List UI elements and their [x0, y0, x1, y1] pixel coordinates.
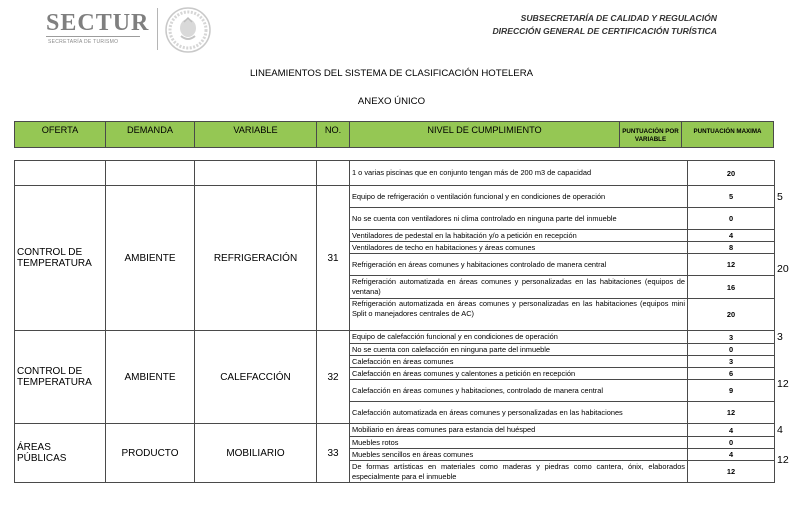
level-text: Mobiliario en áreas comunes para estancia del huésped — [350, 424, 688, 437]
level-text: Ventiladores de pedestal en la habitación y/o a petición en recepción — [350, 230, 688, 242]
level-text: Muebles rotos — [350, 437, 688, 449]
col-header-puntuacion-variable: PUNTUACIÓN POR VARIABLE — [620, 122, 682, 147]
agency-line-2: DIRECCIÓN GENERAL DE CERTIFICACIÓN TURÍSTICA — [492, 26, 717, 36]
cell-empty — [195, 161, 317, 186]
logo-subtitle: SECRETARÍA DE TURISMO — [48, 39, 119, 45]
number-cell: 31 — [317, 186, 350, 331]
level-text: 1 o varias piscinas que en conjunto tengan más de 200 m3 de capacidad — [350, 161, 688, 186]
points-value: 0 — [688, 208, 775, 230]
level-text: Calefacción en áreas comunes y calentones a petición en recepción — [350, 368, 688, 380]
points-value: 3 — [688, 356, 775, 368]
level-text: Equipo de calefacción funcional y en condiciones de operación — [350, 331, 688, 344]
level-text: Calefacción en áreas comunes — [350, 356, 688, 368]
mexico-coat-of-arms-icon — [164, 6, 212, 54]
agency-block — [492, 12, 717, 38]
level-text: No se cuenta con calefacción en ninguna parte del inmueble — [350, 344, 688, 356]
points-value: 8 — [688, 242, 775, 254]
demanda-cell: PRODUCTO — [106, 424, 195, 483]
level-text: Equipo de refrigeración o ventilación funcional y en condiciones de operación — [350, 186, 688, 208]
points-value: 12 — [688, 254, 775, 276]
demanda-cell: AMBIENTE — [106, 331, 195, 424]
oferta-cell: ÁREAS PÚBLICAS — [15, 424, 106, 483]
level-text: Refrigeración automatizada en áreas comunes y personalizadas en las habitaciones (equipos mini Split o manejadores centrales de AC) — [350, 299, 688, 331]
points-value: 4 — [688, 424, 775, 437]
cell-empty — [106, 161, 195, 186]
table-row: No se cuenta con ventiladores ni clima controlado en ninguna parte del inmueble 0 20 — [15, 208, 775, 230]
table-row: CONTROL DE TEMPERATURA AMBIENTE REFRIGERACIÓN 31 Equipo de refrigeración o ventilación funcional y en condiciones de operación 5 5 — [15, 186, 775, 208]
col-header-no: NO. — [317, 122, 350, 147]
level-text: Calefacción en áreas comunes y habitaciones, controlado de manera central — [350, 380, 688, 402]
points-value: 6 — [688, 368, 775, 380]
col-header-puntuacion-maxima: PUNTUACIÓN MAXIMA — [693, 128, 762, 135]
agency-line-1: SUBSECRETARÍA DE CALIDAD Y REGULACIÓN — [520, 13, 717, 23]
table-row: No se cuenta con calefacción en ninguna parte del inmueble 0 12 — [15, 344, 775, 356]
table-row: CONTROL DE TEMPERATURA AMBIENTE CALEFACCIÓN 32 Equipo de calefacción funcional y en condiciones de operación 3 3 — [15, 331, 775, 344]
points-value: 16 — [688, 276, 775, 299]
demanda-cell: AMBIENTE — [106, 186, 195, 331]
col-header-oferta: OFERTA — [15, 122, 106, 147]
level-text: Calefacción automatizada en áreas comunes y personalizadas en las habitaciones — [350, 402, 688, 424]
points-value: 12 — [688, 402, 775, 424]
points-value: 20 — [688, 299, 775, 331]
points-value: 3 — [688, 331, 775, 344]
level-text: Ventiladores de techo en habitaciones y áreas comunes — [350, 242, 688, 254]
sectur-logo — [40, 6, 230, 54]
classification-table — [14, 160, 789, 483]
table-row: ÁREAS PÚBLICAS PRODUCTO MOBILIARIO 33 Mobiliario en áreas comunes para estancia del huésped 4 4 — [15, 424, 775, 437]
cell-empty — [15, 161, 106, 186]
variable-cell: MOBILIARIO — [195, 424, 317, 483]
level-text: De formas artísticas en materiales como maderas y piedras como cantera, ónix, elaborados especialmente para el inmueble — [350, 461, 688, 483]
number-cell: 32 — [317, 331, 350, 424]
points-value: 4 — [688, 449, 775, 461]
variable-cell: CALEFACCIÓN — [195, 331, 317, 424]
level-text: Refrigeración en áreas comunes y habitaciones controlado de manera central — [350, 254, 688, 276]
document-subtitle: ANEXO ÚNICO — [357, 96, 426, 107]
col-header-demanda: DEMANDA — [106, 122, 195, 147]
logo-wordmark: SECTUR — [46, 10, 150, 36]
logo-rule — [46, 36, 140, 37]
number-cell: 33 — [317, 424, 350, 483]
level-text: No se cuenta con ventiladores ni clima controlado en ninguna parte del inmueble — [350, 208, 688, 230]
level-text: Muebles sencillos en áreas comunes — [350, 449, 688, 461]
column-header-bar — [14, 121, 774, 148]
points-value: 5 — [688, 186, 775, 208]
level-text: Refrigeración automatizada en áreas comunes y personalizadas en las habitaciones (equipos de ventana) — [350, 276, 688, 299]
col-header-nivel: NIVEL DE CUMPLIMIENTO — [350, 122, 620, 147]
points-value: 4 — [688, 230, 775, 242]
points-value: 9 — [688, 380, 775, 402]
logo-divider — [157, 8, 158, 50]
points-value: 20 — [688, 161, 775, 186]
table-row — [15, 161, 775, 186]
points-value: 12 — [688, 461, 775, 483]
table-row: Muebles rotos 0 12 — [15, 437, 775, 449]
oferta-cell: CONTROL DE TEMPERATURA — [15, 186, 106, 331]
document-title: LINEAMIENTOS DEL SISTEMA DE CLASIFICACIÓN HOTELERA — [249, 68, 534, 79]
variable-cell: REFRIGERACIÓN — [195, 186, 317, 331]
cell-empty — [317, 161, 350, 186]
oferta-cell: CONTROL DE TEMPERATURA — [15, 331, 106, 424]
points-value: 0 — [688, 437, 775, 449]
points-value: 0 — [688, 344, 775, 356]
col-header-variable: VARIABLE — [195, 122, 317, 147]
